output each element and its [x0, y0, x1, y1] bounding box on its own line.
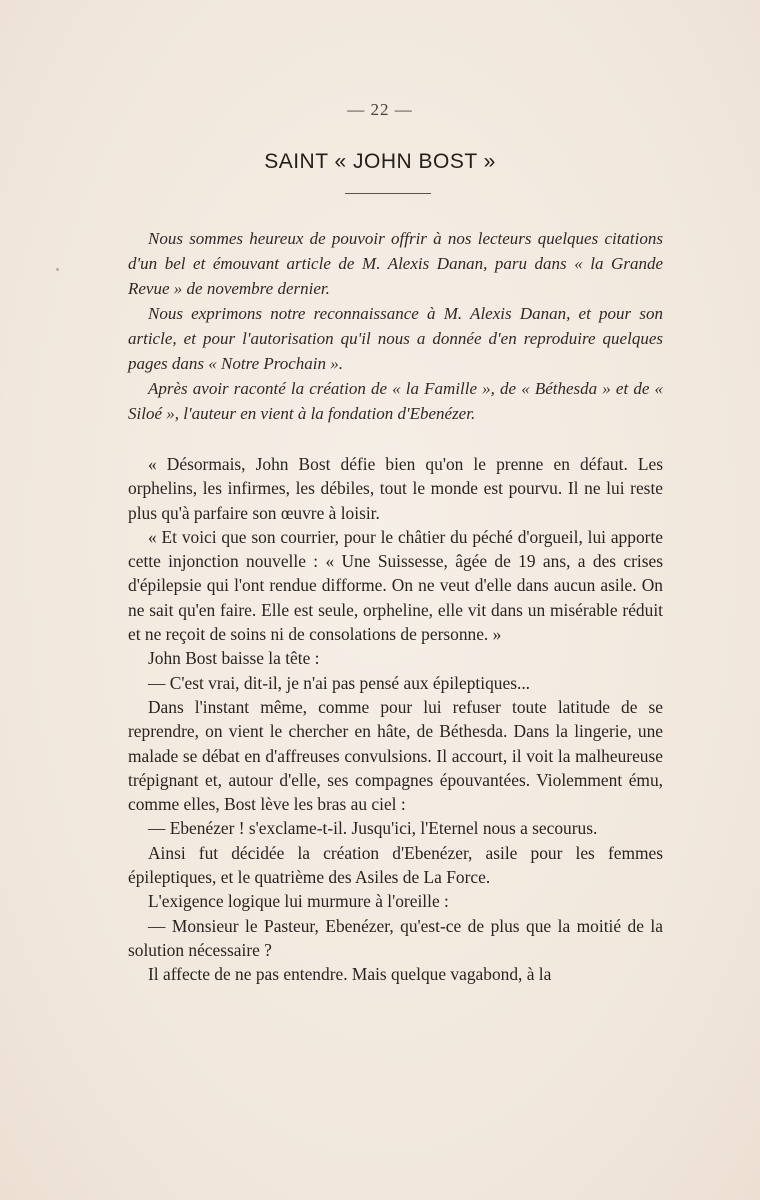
intro-paragraph: Nous sommes heureux de pouvoir offrir à nos lecteurs quelques citations d'un bel et émouvant article de M. Alexis Danan, paru dans « la Grande Revue » de novembre dernier.: [128, 229, 663, 298]
article-body: [128, 452, 663, 987]
intro-italic-block: [128, 226, 663, 426]
body-paragraph: Il affecte de ne pas entendre. Mais quelque vagabond, à la: [148, 964, 552, 985]
page-number: — 22 —: [347, 100, 413, 119]
body-paragraph: Ainsi fut décidée la création d'Ebenézer, asile pour les femmes épileptiques, et le quatrième des Asiles de La Force.: [128, 842, 663, 888]
body-paragraph: — Ebenézer ! s'exclame-t-il. Jusqu'ici, l'Eternel nous a secourus.: [148, 818, 598, 839]
title-divider: [345, 193, 431, 194]
intro-paragraph: Après avoir raconté la création de « la Famille », de « Béthesda » et de « Siloé », l'auteur en vient à la fondation d'Ebenézer.: [128, 379, 663, 423]
intro-paragraph: Nous exprimons notre reconnaissance à M. Alexis Danan, et pour son article, et pour l'autorisation qu'il nous a donnée d'en reproduire quelques pages dans « Notre Prochain ».: [128, 304, 663, 373]
paper-speck: [56, 268, 59, 271]
body-paragraph: Dans l'instant même, comme pour lui refuser toute latitude de se reprendre, on vient le chercher en hâte, de Béthesda. Dans la lingerie, une malade se débat en d'affreuses convulsions. Il accourt, il voit la malheureuse trépignant et, autour d'elle, ses compagnes épouvantées. Violemment ému, comme elles, Bost lève les bras au ciel :: [128, 696, 663, 815]
body-paragraph: — Monsieur le Pasteur, Ebenézer, qu'est-ce de plus que la moitié de la solution nécessaire ?: [128, 915, 663, 960]
body-paragraph: — C'est vrai, dit-il, je n'ai pas pensé aux épileptiques...: [148, 672, 531, 693]
body-paragraph: John Bost baisse la tête :: [148, 648, 320, 669]
body-paragraph: « Désormais, John Bost défie bien qu'on le prenne en défaut. Les orphelins, les infirmes, les débiles, tout le monde est pourvu. Il ne lui reste plus qu'à parfaire son œuvre à loisir.: [128, 454, 663, 523]
page-title: SAINT « JOHN BOST »: [264, 150, 496, 173]
body-paragraph: L'exigence logique lui murmure à l'oreille :: [148, 891, 449, 912]
body-paragraph: « Et voici que son courrier, pour le châtier du péché d'orgueil, lui apporte cette injonction nouvelle : « Une Suissesse, âgée de 19 ans, a des crises d'épilepsie qui l'ont rendue difforme. On ne veut d'elle dans aucun asile. On ne sait qu'en faire. Elle est seule, orpheline, elle vit dans un misérable réduit et ne reçoit de soins ni de consolations de personne. »: [128, 526, 663, 645]
